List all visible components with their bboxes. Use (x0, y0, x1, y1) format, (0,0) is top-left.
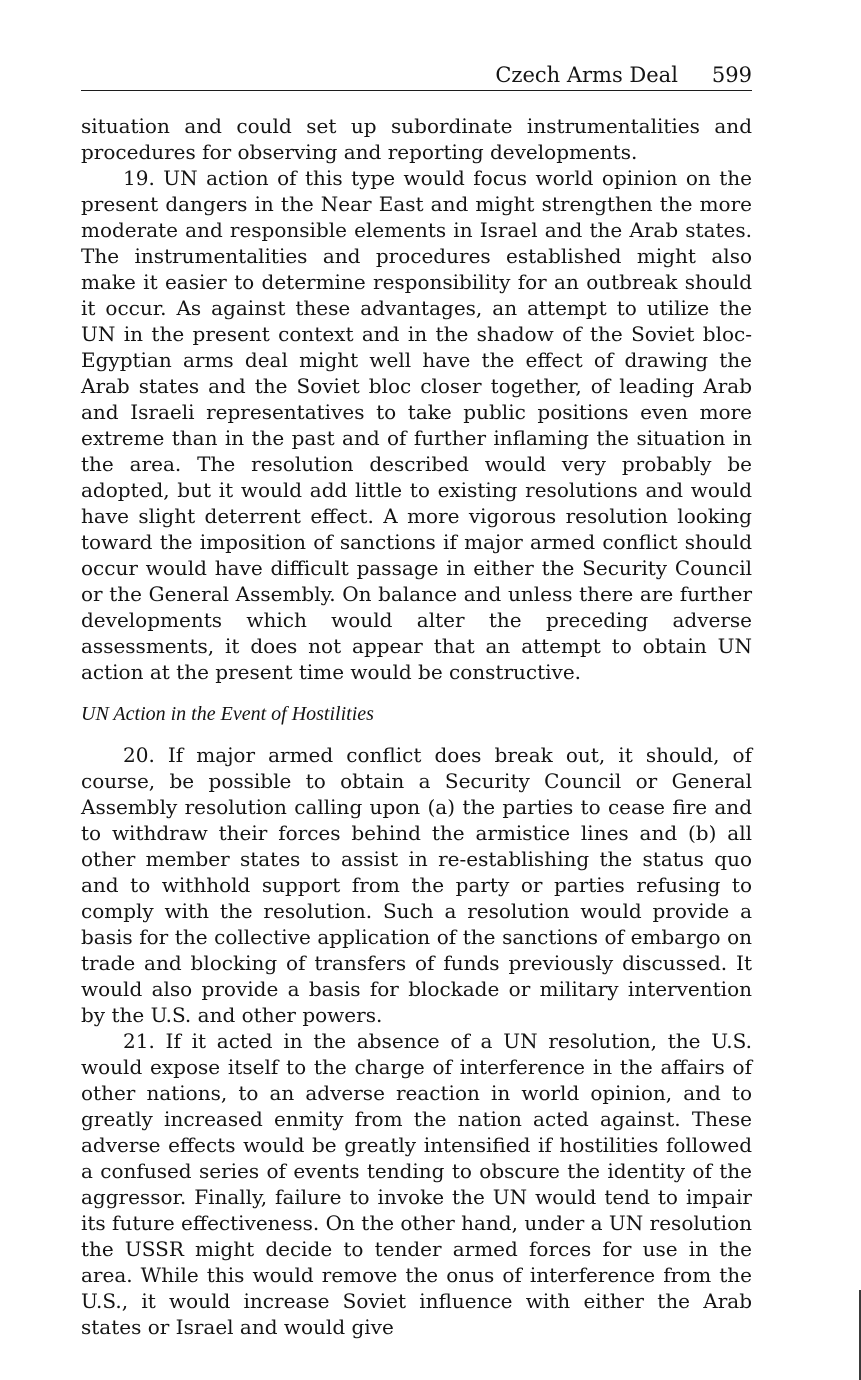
paragraph-21: 21. If it acted in the absence of a UN resolution, the U.S. would expose itself to the charge of interference in the affairs of other nations, to an adverse reaction in world opinion, and to greatly increased enmity from the nation acted against. These adverse effects would be greatly intensified if hostilities followed a confused series of events tending to obscure the identity of the aggressor. Finally, failure to invoke the UN would tend to impair its future effectiveness. On the other hand, under a UN resolution the USSR might decide to tender armed forces for use in the area. While this would remove the onus of interference from the U.S., it would increase Soviet influence with either the Arab states or Israel and would give (81, 1029, 752, 1339)
paragraph-19: 19. UN action of this type would focus world opinion on the present dangers in the Near East and might strengthen the more moderate and responsible elements in Israel and the Arab states. The instrumentalities and procedures established might also make it easier to determine responsibility for an outbreak should it occur. As against these advantages, an attempt to utilize the UN in the present context and in the shadow of the Soviet bloc-Egyptian arms deal might well have the effect of drawing the Arab states and the Soviet bloc closer together, of leading Arab and Israeli representatives to take public positions even more extreme than in the past and of further inflaming the situation in the area. The resolution described would very probably be adopted, but it would add little to existing resolutions and would have slight deterrent effect. A more vigorous resolution looking toward the imposition of sanctions if major armed conflict should occur would have difficult passage in either the Security Council or the General Assembly. On balance and unless there are further developments which would alter the preceding adverse assessments, it does not appear that an attempt to obtain UN action at the present time would be constructive. (81, 166, 752, 684)
page-number: 599 (711, 63, 752, 87)
running-header-title: Czech Arms Deal (495, 63, 678, 87)
document-page (81, 62, 752, 1340)
paragraph-continuation: situation and could set up subordinate instrumentalities and procedures for observing and reporting developments. (81, 114, 752, 164)
section-heading: UN Action in the Event of Hostilities (81, 703, 374, 725)
body-text (81, 113, 752, 1340)
running-header (81, 62, 752, 91)
paragraph-20: 20. If major armed conflict does break out, it should, of course, be possible to obtain a Security Council or General Assembly resolution calling upon (a) the parties to cease fire and to withdraw their forces behind the armistice lines and (b) all other member states to assist in re-establishing the status quo and to withhold support from the party or parties refusing to comply with the resolution. Such a resolution would provide a basis for the collective application of the sanctions of embargo on trade and blocking of transfers of funds previously discussed. It would also provide a basis for blockade or military intervention by the U.S. and other powers. (81, 743, 752, 1027)
